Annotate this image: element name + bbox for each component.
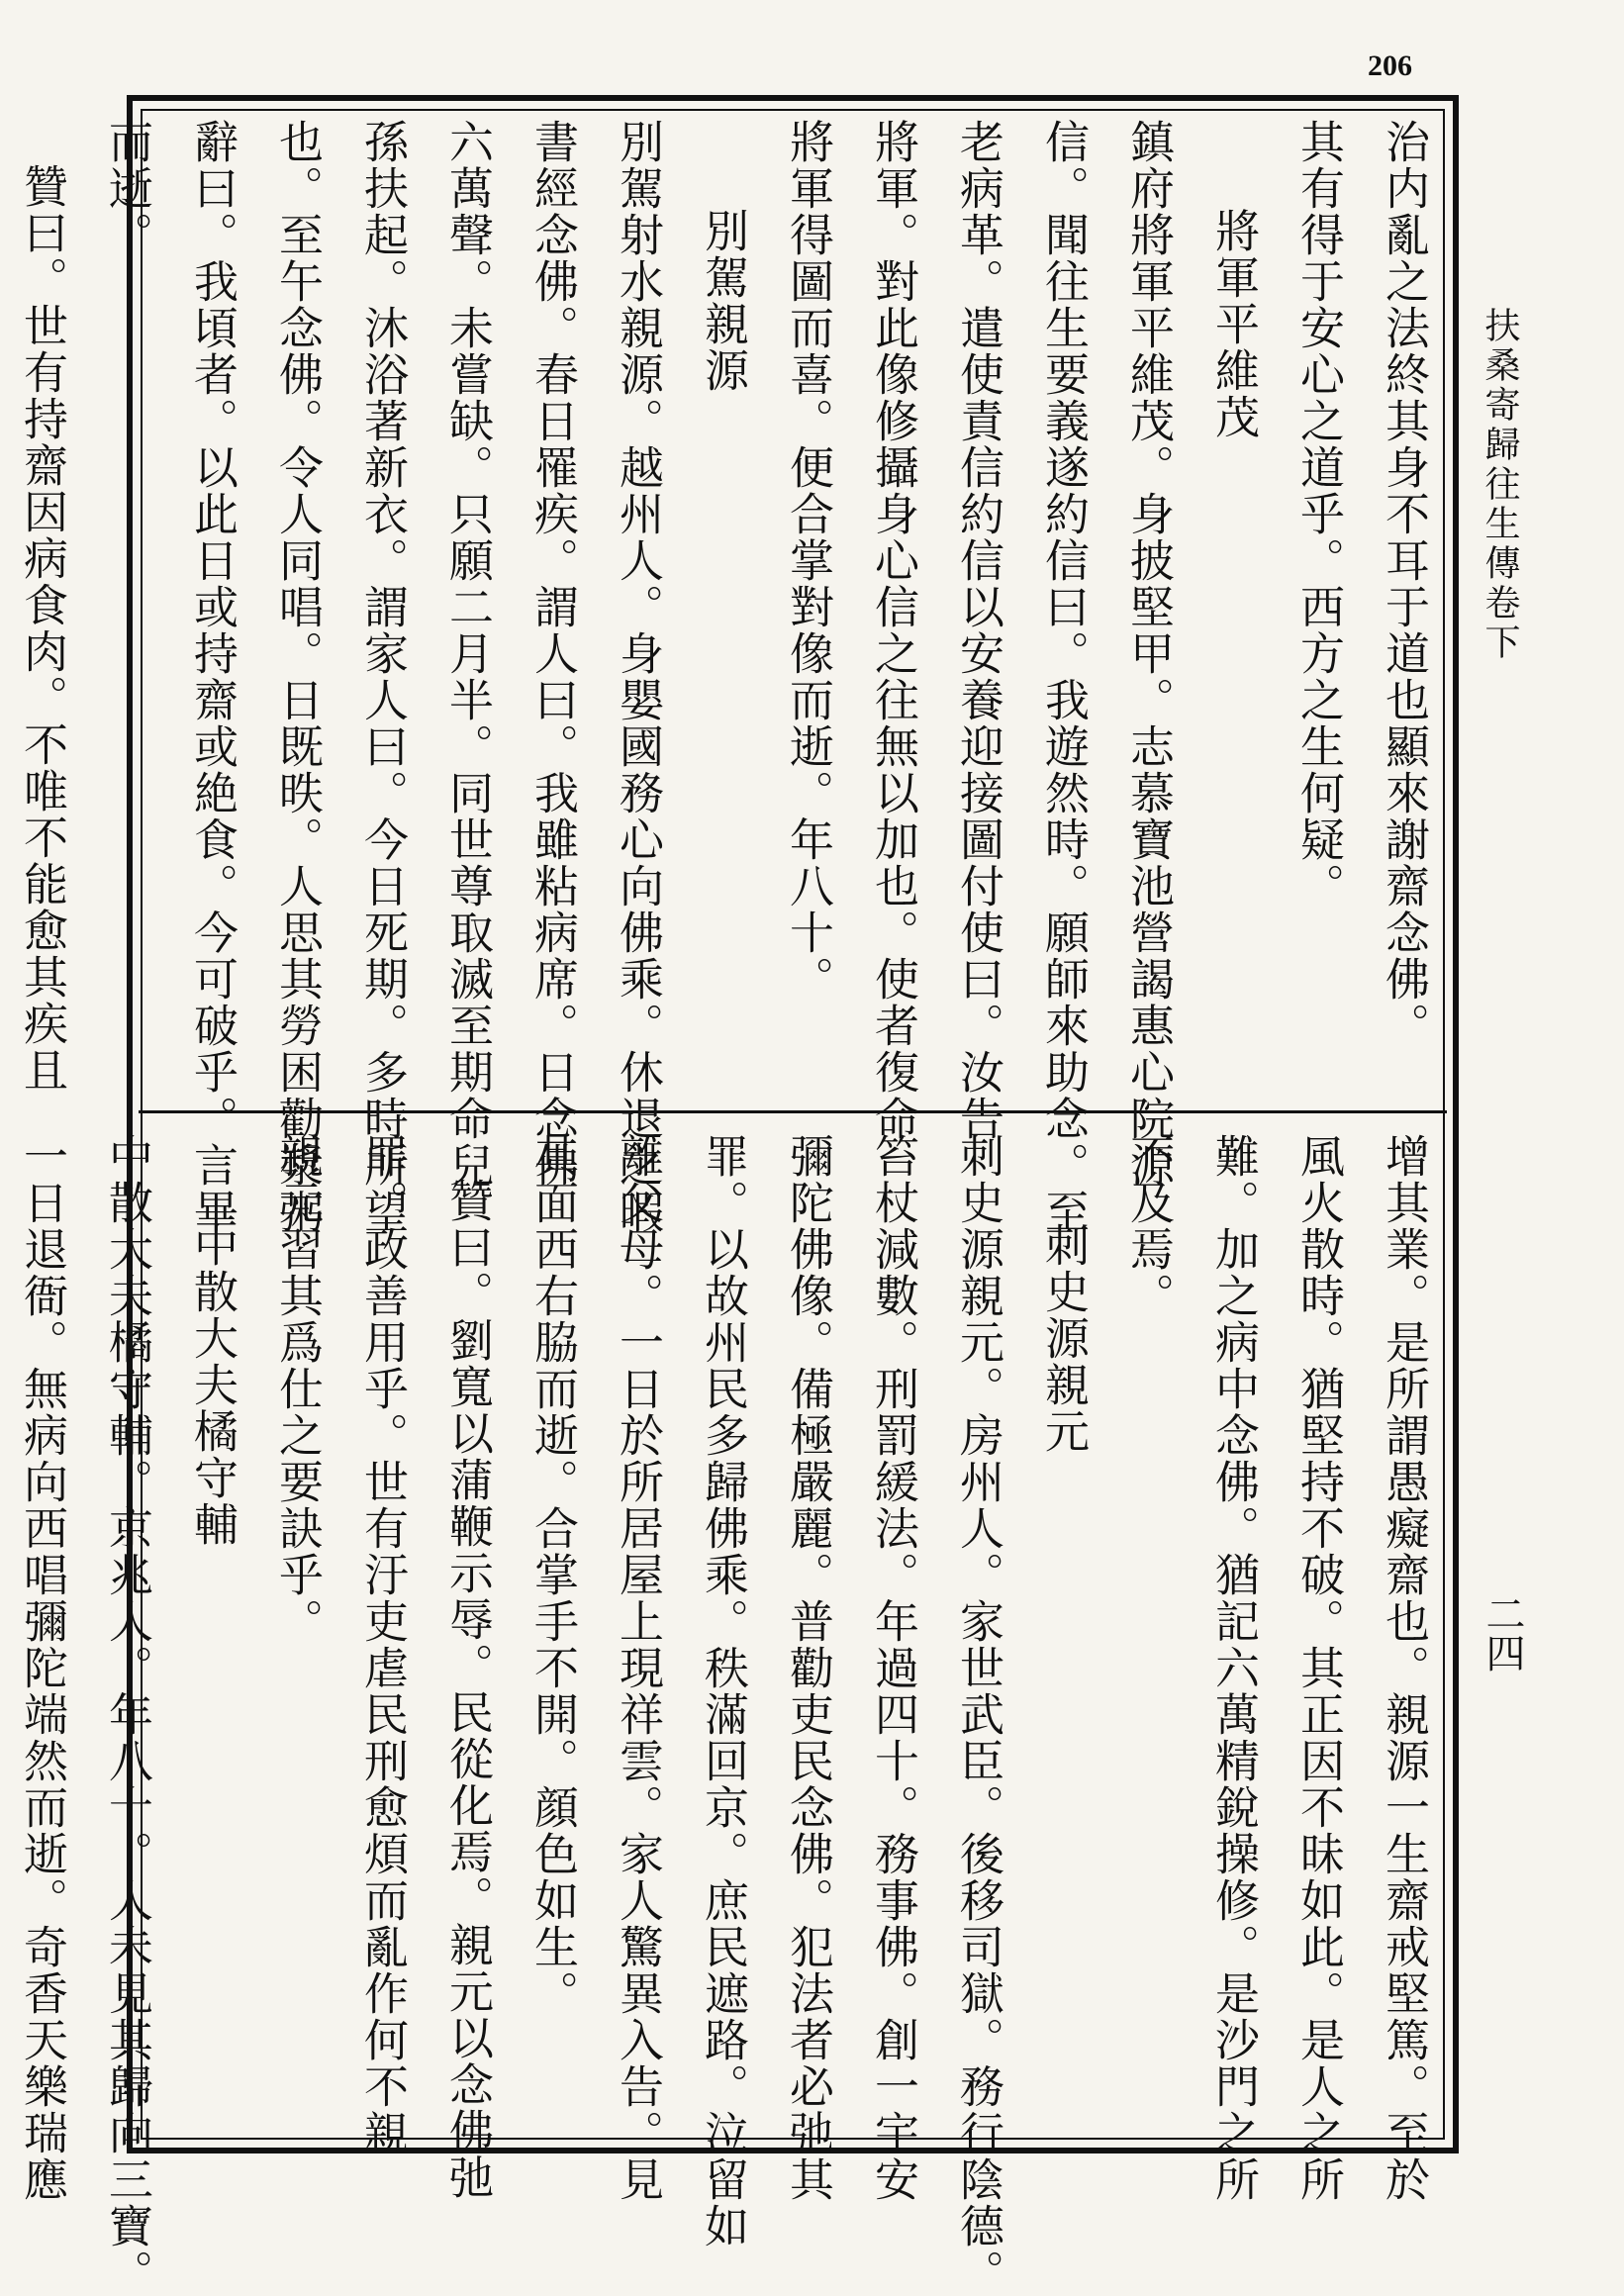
folio-number: 二四 <box>1480 1593 1525 1673</box>
running-title: 扶桑寄歸往生傳卷下 <box>1480 307 1520 663</box>
page-number: 206 <box>1368 49 1412 82</box>
text-column: 老病革。遣使責信約信以安養迎接圖付使曰。汝告 <box>952 119 1004 1142</box>
text-column: 孫扶起。沐浴著新衣。謂家人曰。今日死期。多時所望 <box>356 119 409 1235</box>
text-column: 其面西右脇而逝。合掌手不開。顔色如生。 <box>526 1133 579 2017</box>
register-divider <box>139 1110 1447 1113</box>
text-column: 罪。政善用乎。世有汙吏虐民刑愈煩而亂作何不親 <box>356 1133 409 2156</box>
entry-heading: 將軍平維茂 <box>1207 208 1260 440</box>
text-column: 也。至午念佛。令人同唱。日既昳。人思其勞困勸漿粥 <box>271 119 324 1235</box>
text-column: 信。聞往生要義遂約信曰。我遊然時。願師來助念。至 <box>1037 119 1090 1235</box>
text-column: 鎮府將軍平維茂。身披堅甲。志慕寶池營謁惠心院源 <box>1122 119 1175 1189</box>
text-column: 離父母。一日於所居屋上現祥雲。家人驚異入告。見 <box>612 1133 664 2203</box>
text-column: 中散大夫橘守輔。京兆人。年八十。人未見其歸向三寶。 <box>101 1133 153 2296</box>
text-column: 不及焉。 <box>1122 1133 1175 1319</box>
text-column: 將軍得圖而喜。便合掌對像而逝。年八十。 <box>782 119 834 1003</box>
text-column: 將軍。對此像修攝身心信之往無以加也。使者復命 <box>867 119 919 1142</box>
text-column: 難。加之病中念佛。猶記六萬精銳操修。是沙門之所 <box>1207 1133 1260 2203</box>
text-column: 刺史源親元。房州人。家世武臣。後移司獄。務行陰德。 <box>952 1133 1004 2296</box>
text-column: 其有得于安心之道乎。西方之生何疑。 <box>1292 119 1345 909</box>
text-column: 親元習其爲仕之要訣乎。 <box>271 1133 324 1645</box>
text-column: 增其業。是所謂愚癡齋也。親源一生齋戒堅篤。至於 <box>1378 1133 1430 2203</box>
text-column: 六萬聲。未嘗缺。只願二月半。同世尊取滅至期命兒 <box>441 119 494 1189</box>
text-column: 贊曰。劉寬以蒲鞭示辱。民從化焉。親元以念佛弛 <box>441 1178 494 2201</box>
lower-register <box>16 1133 1445 2296</box>
text-column: 書經念佛。春日罹疾。謂人曰。我雖粘病席。日念佛 <box>526 119 579 1189</box>
entry-heading: 中散大夫橘守輔 <box>186 1222 239 1548</box>
text-column: 而逝。 <box>101 119 153 258</box>
text-column: 別駕射水親源。越州人。身嬰國務心向佛乘。休退之暇 <box>612 119 664 1235</box>
text-column: 彌陀佛像。備極嚴麗。普勸吏民念佛。犯法者必弛其 <box>782 1133 834 2203</box>
text-column: 風火散時。猶堅持不破。其正因不昧如此。是人之所 <box>1292 1133 1345 2203</box>
text-column: 一日退衙。無病向西唱彌陀端然而逝。奇香天樂瑞應 <box>16 1133 68 2203</box>
entry-heading: 別駕親源 <box>697 208 749 394</box>
text-column: 笞杖減數。刑罰緩法。年過四十。務事佛。創一宇安 <box>867 1133 919 2203</box>
text-column: 辭曰。我頃者。以此日或持齋或絶食。今可破乎。言畢 <box>186 119 239 1235</box>
entry-heading: 刺史源親元 <box>1037 1222 1090 1455</box>
text-column: 罪。以故州民多歸佛乘。秩滿回京。庶民遮路。泣留如 <box>697 1133 749 2249</box>
text-column: 贊曰。世有持齋因病食肉。不唯不能愈其疾且 <box>16 163 68 1094</box>
text-column: 治内亂之法終其身不耳于道也顯來謝齋念佛。 <box>1378 119 1430 1049</box>
